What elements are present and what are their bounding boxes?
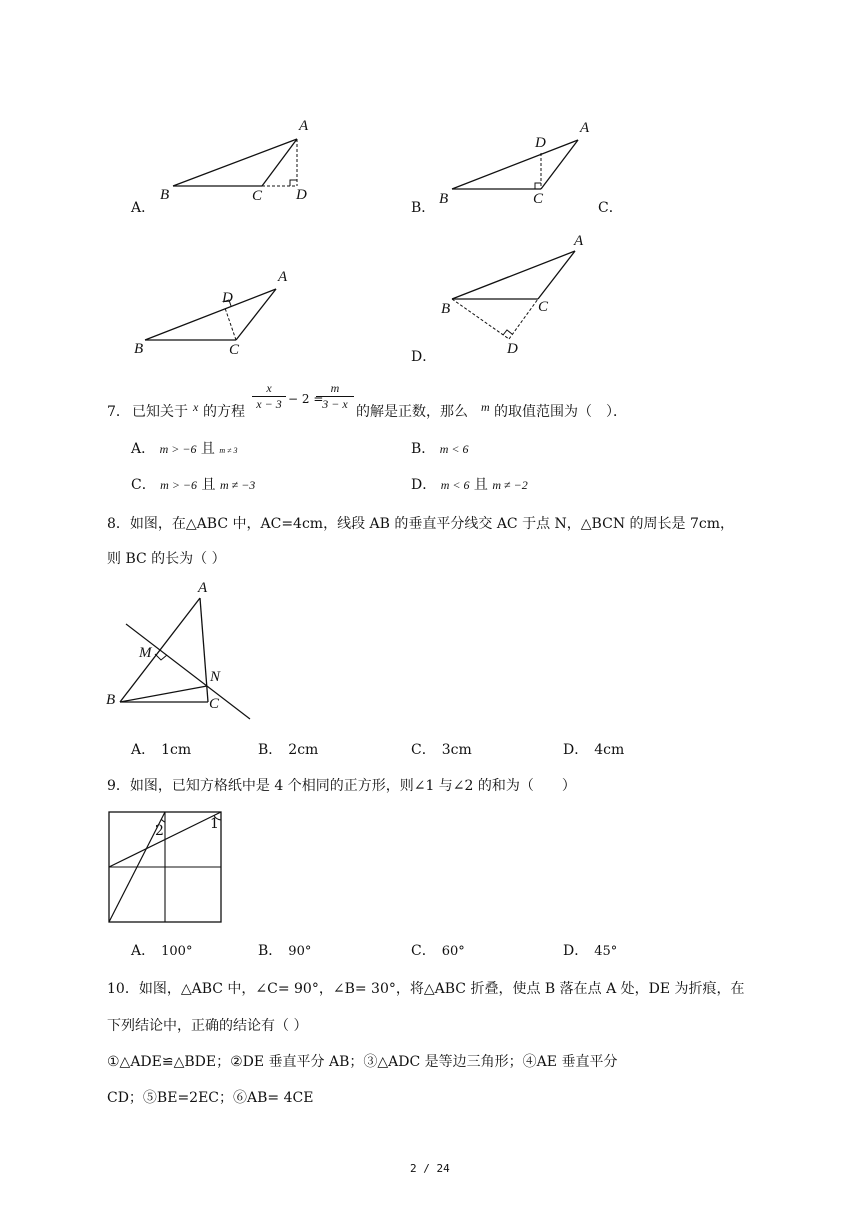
q8-point-m: M — [139, 645, 152, 661]
q6c-point-c: C — [229, 342, 240, 358]
q7-option-d-label: D． — [411, 477, 437, 493]
q9-option-d[interactable] — [563, 940, 617, 960]
q9-angle-2: 2 — [155, 823, 164, 839]
q6d-point-a: A — [574, 233, 584, 249]
q7-option-c-expr: m > −6 — [160, 478, 198, 492]
q9-option-c[interactable] — [411, 940, 465, 960]
q9-option-d-label: D． — [563, 943, 589, 959]
q6a-point-c: C — [252, 188, 263, 204]
q6b-point-a: A — [580, 120, 590, 136]
q7-frac2-num: m — [316, 381, 354, 397]
q6-option-a-label[interactable]: A． — [131, 200, 156, 216]
q7-option-d-expr: m < 6 — [440, 478, 470, 492]
q7-var-m: m — [481, 400, 490, 414]
q7-option-a-expr: m > −6 — [159, 442, 197, 456]
q7-text-end: 的取值范围为（ ）． — [494, 404, 627, 420]
q7-number: 7． — [107, 404, 130, 420]
q6c-point-b: B — [134, 341, 144, 357]
q8-point-b: B — [106, 692, 116, 708]
q6a-point-b: B — [160, 187, 170, 203]
q7-option-b-label: B． — [411, 441, 436, 457]
q8-option-c-label: C． — [411, 742, 436, 758]
q7-option-a-expr2: m ≠ 3 — [219, 446, 238, 455]
q9-option-c-label: C． — [411, 943, 436, 959]
q6-option-d-label[interactable]: D． — [411, 349, 437, 365]
q8-point-c: C — [209, 696, 220, 712]
q6b-point-b: B — [439, 191, 449, 207]
q7-option-d-expr2: m ≠ −2 — [492, 478, 528, 492]
q9-option-a-value: 100° — [161, 944, 193, 959]
q7-frac1-num: x — [252, 381, 286, 397]
q8-line-2: 则 BC 的长为（ ） — [107, 551, 226, 567]
q8-option-d-value: 4cm — [594, 742, 625, 758]
q10-line-1: 10．如图，△ABC 中，∠C= 90°，∠B= 30°，将△ABC 折叠，使点 B 落在点 A 处，DE 为折痕，在 — [107, 981, 745, 997]
q6-option-b-label[interactable]: B． — [411, 200, 436, 216]
q8-option-a-label: A． — [131, 742, 156, 758]
q9-option-a[interactable] — [131, 940, 192, 960]
q9-option-b[interactable] — [258, 940, 311, 960]
q7-frac2-den: 3 − x — [322, 397, 348, 411]
q6a-point-d: D — [296, 187, 307, 203]
q9-option-c-value: 60° — [441, 944, 465, 959]
q10-line-4: CD；⑤BE=2EC；⑥AB= 4CE — [107, 1090, 314, 1106]
q6a-point-a: A — [299, 118, 309, 134]
page-number: 2 / 24 — [410, 1162, 450, 1175]
q7-option-d-conj: 且 — [473, 477, 488, 493]
q8-option-a-value: 1cm — [161, 742, 192, 758]
q7-text-eq: 的方程 — [203, 404, 245, 420]
q6b-point-d: D — [535, 135, 546, 151]
q6d-point-b: B — [441, 301, 451, 317]
q8-option-c-value: 3cm — [441, 742, 472, 758]
q8-option-b-value: 2cm — [288, 742, 319, 758]
q7-minus-two: − 2 = — [288, 392, 324, 406]
q7-option-a-conj: 且 — [200, 441, 215, 457]
q7-option-c-label: C． — [131, 477, 156, 493]
q7-option-c-conj: 且 — [201, 477, 216, 493]
q6c-point-d: D — [222, 290, 233, 306]
q8-option-b-label: B． — [258, 742, 283, 758]
q6d-point-c: C — [538, 299, 549, 315]
q8-option-d-label: D． — [563, 742, 589, 758]
q8-point-n: N — [210, 669, 221, 685]
q9-option-d-value: 45° — [594, 944, 618, 959]
q9-angle-1: 1 — [210, 816, 219, 832]
q6b-point-c: C — [533, 191, 544, 207]
q8-point-a: A — [198, 580, 208, 596]
q7-option-a-label: A． — [131, 441, 156, 457]
q7-text-after: 的解是正数，那么 — [356, 404, 468, 420]
q6-option-c-label[interactable]: C． — [598, 200, 623, 216]
q7-option-b-expr: m < 6 — [439, 442, 469, 456]
q10-line-3: ①△ADE≌△BDE；②DE 垂直平分 AB；③△ADC 是等边三角形；④AE 垂直平分 — [107, 1054, 618, 1070]
q8-line-1: 8．如图，在△ABC 中，AC=4cm，线段 AB 的垂直平分线交 AC 于点 N，△BCN 的周长是 7cm， — [107, 516, 734, 532]
q9-option-b-value: 90° — [288, 944, 312, 959]
q9-option-b-label: B． — [258, 943, 283, 959]
q6d-point-d: D — [507, 341, 518, 357]
q6c-point-a: A — [278, 269, 288, 285]
q10-line-2: 下列结论中，正确的结论有（ ） — [107, 1018, 308, 1034]
q7-frac1-den: x − 3 — [256, 397, 282, 411]
q9-option-a-label: A． — [131, 943, 156, 959]
q7-option-c-expr2: m ≠ −3 — [219, 478, 256, 492]
q7-var-x: x — [193, 400, 199, 414]
q9-line-1: 9．如图，已知方格纸中是 4 个相同的正方形，则∠1 与∠2 的和为（ ） — [107, 778, 576, 794]
q7-text-before: 已知关于 — [132, 404, 188, 420]
